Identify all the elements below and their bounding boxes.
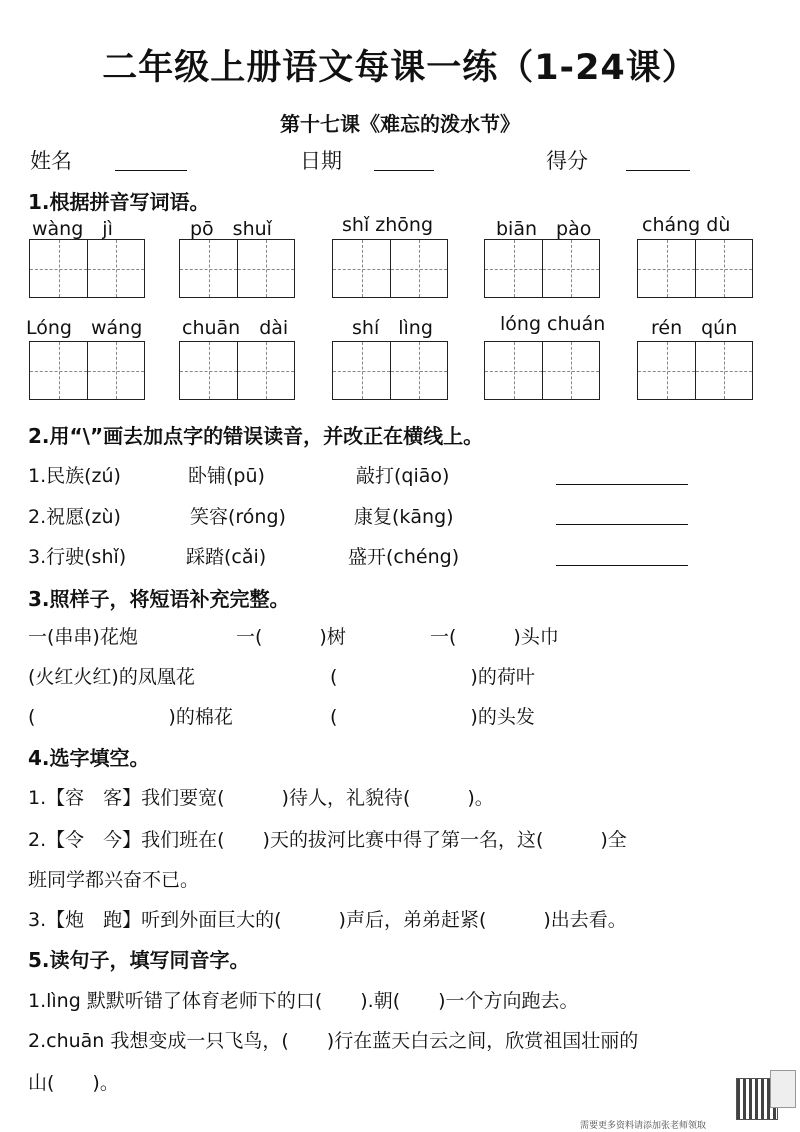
fill-sentence[interactable]: 1.【容 客】我们要宽( )待人，礼貌待( )。 [28, 787, 494, 809]
section4-heading: 4.选字填空。 [28, 746, 150, 770]
phrase-item: (火红火红)的凤凰花 [28, 666, 195, 688]
score-label: 得分 [546, 149, 588, 173]
pronunciation-item: 踩踏(cǎi) [186, 546, 267, 568]
pinyin-label: chuān dài [182, 317, 289, 339]
teacher-avatar [770, 1070, 796, 1108]
writing-grid[interactable] [484, 341, 600, 400]
pinyin-label: Lóng wáng [26, 317, 143, 339]
writing-grid[interactable] [179, 239, 295, 298]
phrase-item[interactable]: ( )的头发 [330, 706, 535, 728]
correction-blank[interactable] [556, 524, 688, 525]
date-blank[interactable] [374, 170, 434, 171]
lesson-subtitle: 第十七课《难忘的泼水节》 [280, 112, 520, 136]
correction-blank[interactable] [556, 484, 688, 485]
pinyin-label: cháng dù [642, 214, 731, 236]
section3-heading: 3.照样子，将短语补充完整。 [28, 587, 290, 611]
pinyin-label: shí lìng [352, 317, 433, 339]
section5-heading: 5.读句子，填写同音字。 [28, 948, 250, 972]
section2-heading: 2.用“\”画去加点字的错误读音，并改正在横线上。 [28, 424, 484, 448]
pronunciation-item: 康复(kāng) [354, 506, 454, 528]
writing-grid[interactable] [484, 239, 600, 298]
pronunciation-item: 盛开(chéng) [348, 546, 460, 568]
pinyin-label: biān pào [496, 218, 592, 240]
name-label: 姓名 [30, 149, 72, 173]
writing-grid[interactable] [637, 239, 753, 298]
name-blank[interactable] [115, 170, 187, 171]
phrase-item[interactable]: ( )的棉花 [28, 706, 233, 728]
pronunciation-item: 2.祝愿(zù) [28, 506, 121, 528]
writing-grid[interactable] [332, 341, 448, 400]
date-label: 日期 [300, 149, 342, 173]
writing-grid[interactable] [332, 239, 448, 298]
fill-sentence[interactable]: 2.【令 今】我们班在( )天的拔河比赛中得了第一名，这( )全 [28, 829, 627, 851]
writing-grid[interactable] [637, 341, 753, 400]
phrase-item[interactable]: ( )的荷叶 [330, 666, 535, 688]
pronunciation-item: 笑容(róng) [190, 506, 286, 528]
phrase-item[interactable]: 一( )头巾 [430, 626, 559, 648]
section1-heading: 1.根据拼音写词语。 [28, 190, 210, 214]
fill-sentence: 班同学都兴奋不已。 [28, 869, 200, 891]
phrase-item: 一(串串)花炮 [28, 626, 138, 648]
pinyin-label: pō shuǐ [190, 218, 272, 240]
pinyin-label: shǐ zhōng [342, 214, 434, 236]
pronunciation-item: 3.行驶(shǐ) [28, 546, 127, 568]
writing-grid[interactable] [179, 341, 295, 400]
homophone-sentence[interactable]: 1.lìng 默默听错了体育老师下的口( ).朝( )一个方向跑去。 [28, 990, 579, 1012]
correction-blank[interactable] [556, 565, 688, 566]
score-blank[interactable] [626, 170, 690, 171]
homophone-sentence[interactable]: 山( )。 [28, 1072, 119, 1094]
pronunciation-item: 卧铺(pū) [188, 465, 265, 487]
homophone-sentence[interactable]: 2.chuān 我想变成一只飞鸟，( )行在蓝天白云之间，欣赏祖国壮丽的 [28, 1030, 639, 1052]
phrase-item[interactable]: 一( )树 [236, 626, 346, 648]
pinyin-label: wàng jì [32, 218, 113, 240]
writing-grid[interactable] [29, 341, 145, 400]
pronunciation-item: 1.民族(zú) [28, 465, 121, 487]
page-title: 二年级上册语文每课一练（1-24课） [102, 48, 698, 88]
pronunciation-item: 敲打(qiāo) [356, 465, 450, 487]
pinyin-label: rén qún [651, 317, 738, 339]
fill-sentence[interactable]: 3.【炮 跑】听到外面巨大的( )声后，弟弟赶紧( )出去看。 [28, 909, 627, 931]
pinyin-label: lóng chuán [500, 313, 606, 335]
footer-note: 需要更多资料请添加张老师领取 [580, 1121, 707, 1131]
writing-grid[interactable] [29, 239, 145, 298]
